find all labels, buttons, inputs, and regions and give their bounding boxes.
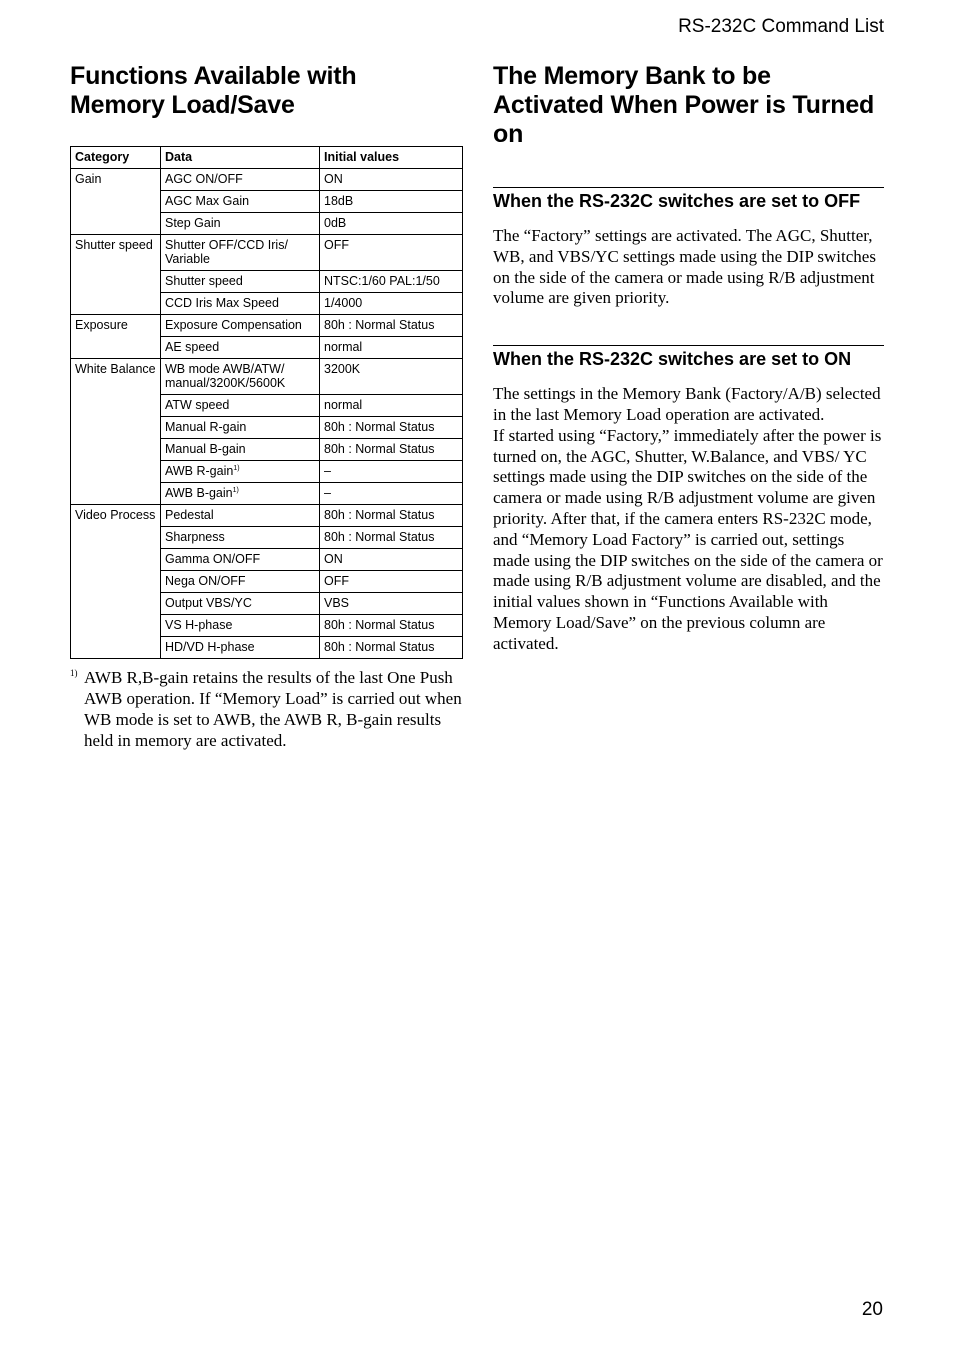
data-cell: HD/VD H-phase (161, 637, 320, 659)
data-cell-text: AWB B-gain (165, 486, 233, 500)
value-cell: 3200K (320, 359, 463, 395)
left-column (70, 62, 462, 751)
section-switches-on-title: When the RS-232C switches are set to ON (493, 349, 852, 370)
table-row (71, 169, 463, 191)
data-cell: VS H-phase (161, 615, 320, 637)
table-row (71, 315, 463, 337)
data-cell: CCD Iris Max Speed (161, 293, 320, 315)
column-header-category: Category (71, 147, 161, 169)
functions-heading (70, 62, 462, 120)
data-cell: WB mode AWB/ATW/ manual/3200K/5600K (161, 359, 320, 395)
right-column (493, 62, 884, 655)
data-cell: AGC ON/OFF (161, 169, 320, 191)
section-switches-on-body (493, 384, 884, 654)
data-cell: Manual R-gain (161, 417, 320, 439)
value-cell: VBS (320, 593, 463, 615)
page-number: 20 (861, 1299, 883, 1320)
section-switches-off-title: When the RS-232C switches are set to OFF (493, 191, 861, 211)
data-cell: Pedestal (161, 505, 320, 527)
data-cell: ATW speed (161, 395, 320, 417)
data-cell: Exposure Compensation (161, 315, 320, 337)
data-cell: Manual B-gain (161, 439, 320, 461)
value-cell: 80h : Normal Status (320, 439, 463, 461)
table-footnote (70, 667, 462, 751)
value-cell: normal (320, 337, 463, 359)
value-cell: ON (320, 549, 463, 571)
value-cell: 1/4000 (320, 293, 463, 315)
data-cell: Sharpness (161, 527, 320, 549)
memory-bank-heading-line3: on (493, 120, 524, 148)
data-cell: Nega ON/OFF (161, 571, 320, 593)
column-header-data: Data (161, 147, 320, 169)
category-cell: Gain (71, 169, 161, 235)
data-cell: Gamma ON/OFF (161, 549, 320, 571)
value-cell: 80h : Normal Status (320, 527, 463, 549)
data-cell: Output VBS/YC (161, 593, 320, 615)
value-cell: 80h : Normal Status (320, 417, 463, 439)
value-cell: OFF (320, 571, 463, 593)
table-header-row (71, 147, 463, 169)
value-cell: 80h : Normal Status (320, 505, 463, 527)
column-header-initial-values: Initial values (320, 147, 463, 169)
value-cell: 80h : Normal Status (320, 615, 463, 637)
value-cell: ON (320, 169, 463, 191)
section-switches-on (493, 345, 884, 654)
data-cell: Shutter OFF/CCD Iris/ Variable (161, 235, 320, 271)
value-cell: – (320, 461, 463, 483)
data-cell-text: AWB R-gain (165, 464, 234, 478)
data-cell (161, 461, 320, 483)
table-row (71, 235, 463, 271)
section-switches-off-body: The “Factory” settings are activated. The AGC, Shutter, WB, and VBS/YC settings made using the DIP switches on the side of the camera or made using R/B adjustment volume are given priority. (493, 226, 876, 308)
data-cell: AGC Max Gain (161, 191, 320, 213)
value-cell: normal (320, 395, 463, 417)
functions-heading-line1: Functions Available with (70, 62, 357, 90)
footnote-ref: 1) (233, 465, 240, 472)
value-cell: NTSC:1/60 PAL:1/50 (320, 271, 463, 293)
category-cell: Exposure (71, 315, 161, 359)
table-row (71, 359, 463, 395)
table-row (71, 505, 463, 527)
running-header: RS-232C Command List (678, 16, 884, 37)
data-cell (161, 483, 320, 505)
value-cell: 80h : Normal Status (320, 315, 463, 337)
section-switches-on-paragraph2: If started using “Factory,” immediately after the power is turned on, the AGC, Shutter, W.Balance, and VBS/ YC settings made using the DIP switches on the side of the camera or made using R/B adjustment volume are given priority. After that, if the camera enters RS-232C mode, and “Memory Load Factory” is carried out, settings made using the DIP switches on the side of the camera or made using R/B adjustment volume are disabled, and the initial values shown in “Functions Available with Memory Load/Save” on the previous column are activated. (493, 425, 883, 653)
data-cell: AE speed (161, 337, 320, 359)
value-cell: 0dB (320, 213, 463, 235)
memory-bank-heading (493, 62, 884, 149)
functions-heading-line2: Memory Load/Save (70, 91, 295, 119)
value-cell: 80h : Normal Status (320, 637, 463, 659)
category-cell: White Balance (71, 359, 161, 505)
section-switches-off (493, 187, 884, 309)
memory-functions-table (70, 146, 463, 659)
memory-bank-heading-line2: Activated When Power is Turned (493, 91, 875, 119)
value-cell: OFF (320, 235, 463, 271)
data-cell: Step Gain (161, 213, 320, 235)
section-switches-on-paragraph1: The settings in the Memory Bank (Factory/A/B) selected in the last Memory Load operation are activated. (493, 384, 881, 424)
category-cell: Shutter speed (71, 235, 161, 315)
value-cell: – (320, 483, 463, 505)
memory-bank-heading-line1: The Memory Bank to be (493, 62, 771, 90)
value-cell: 18dB (320, 191, 463, 213)
category-cell: Video Process (71, 505, 161, 659)
footnote-ref: 1) (232, 487, 239, 494)
data-cell: Shutter speed (161, 271, 320, 293)
footnote-text: AWB R,B-gain retains the results of the last One Push AWB operation. If “Memory Load” is carried out when WB mode is set to AWB, the AWB R, B-gain results held in memory are activated. (84, 668, 462, 750)
footnote-mark: 1) (70, 668, 78, 678)
